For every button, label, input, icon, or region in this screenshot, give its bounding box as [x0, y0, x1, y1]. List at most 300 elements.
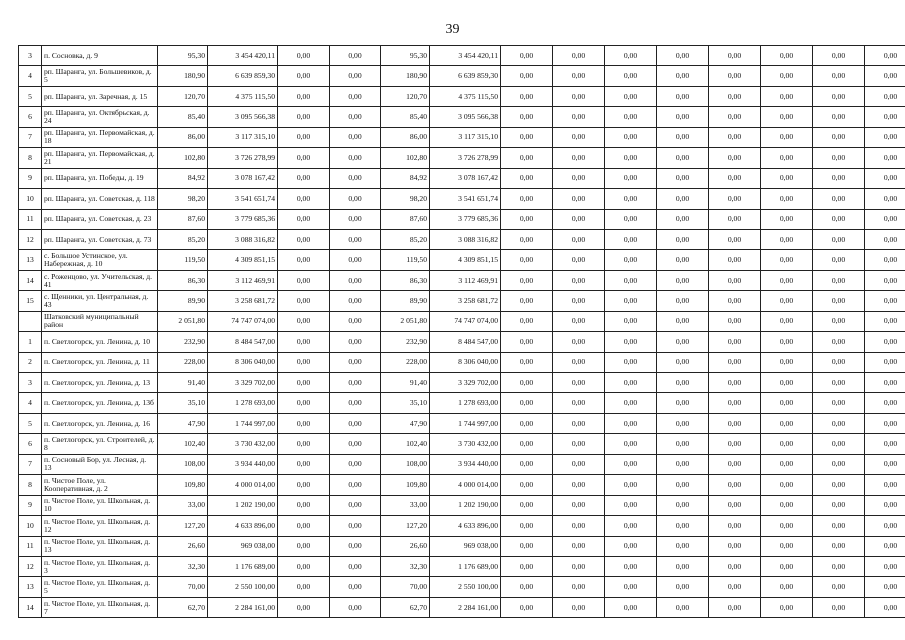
value-cell: 0,00	[501, 107, 553, 127]
value-cell: 0,00	[553, 168, 605, 188]
value-cell: 0,00	[657, 413, 709, 433]
table-row	[19, 332, 905, 352]
area-cell: 87,60	[158, 209, 208, 229]
value-cell: 0,00	[709, 168, 761, 188]
value-cell: 0,00	[865, 516, 905, 536]
area-total-cell: 35,10	[381, 393, 430, 413]
value-cell: 0,00	[330, 556, 381, 576]
value-cell: 0,00	[865, 107, 905, 127]
value-cell: 0,00	[865, 577, 905, 597]
value-cell: 0,00	[657, 495, 709, 515]
address-cell: с. Большое Устинское, ул. Набережная, д. 10	[42, 250, 158, 270]
value-cell: 0,00	[501, 475, 553, 495]
value-cell: 0,00	[501, 434, 553, 454]
value-cell: 0,00	[657, 250, 709, 270]
address-cell: рп. Шаранга, ул. Победы, д. 19	[42, 168, 158, 188]
cost-total-cell: 1 176 689,00	[430, 556, 501, 576]
address-cell: п. Чистое Поле, ул. Школьная, д. 5	[42, 577, 158, 597]
address-cell: п. Сосновка, д. 9	[42, 46, 158, 66]
value-cell: 0,00	[657, 107, 709, 127]
address-cell: п. Светлогорск, ул. Строителей, д. 8	[42, 434, 158, 454]
value-cell: 0,00	[553, 373, 605, 393]
area-cell: 108,00	[158, 454, 208, 474]
value-cell: 0,00	[278, 311, 330, 331]
row-index-cell: 3	[19, 46, 42, 66]
table-row	[19, 373, 905, 393]
value-cell: 0,00	[813, 516, 865, 536]
value-cell: 0,00	[761, 556, 813, 576]
value-cell: 0,00	[657, 209, 709, 229]
row-index-cell: 5	[19, 413, 42, 433]
row-index-cell: 4	[19, 66, 42, 86]
cost-total-cell: 2 550 100,00	[430, 577, 501, 597]
value-cell: 0,00	[501, 413, 553, 433]
value-cell: 0,00	[761, 475, 813, 495]
value-cell: 0,00	[813, 393, 865, 413]
address-cell: п. Чистое Поле, ул. Школьная, д. 7	[42, 597, 158, 617]
value-cell: 0,00	[657, 536, 709, 556]
value-cell: 0,00	[865, 454, 905, 474]
cost-total-cell: 3 779 685,36	[430, 209, 501, 229]
area-total-cell: 228,00	[381, 352, 430, 372]
cost-total-cell: 1 278 693,00	[430, 393, 501, 413]
value-cell: 0,00	[709, 577, 761, 597]
value-cell: 0,00	[657, 373, 709, 393]
cost-cell: 3 454 420,11	[208, 46, 278, 66]
value-cell: 0,00	[657, 597, 709, 617]
value-cell: 0,00	[605, 332, 657, 352]
cost-cell: 2 550 100,00	[208, 577, 278, 597]
area-cell: 109,80	[158, 475, 208, 495]
row-index-cell: 6	[19, 434, 42, 454]
area-total-cell: 2 051,80	[381, 311, 430, 331]
value-cell: 0,00	[330, 250, 381, 270]
cost-cell: 1 278 693,00	[208, 393, 278, 413]
value-cell: 0,00	[278, 229, 330, 249]
value-cell: 0,00	[605, 352, 657, 372]
value-cell: 0,00	[709, 475, 761, 495]
value-cell: 0,00	[865, 189, 905, 209]
table-row	[19, 393, 905, 413]
value-cell: 0,00	[553, 332, 605, 352]
row-index-cell: 5	[19, 86, 42, 106]
value-cell: 0,00	[813, 189, 865, 209]
value-cell: 0,00	[709, 127, 761, 147]
area-cell: 89,90	[158, 291, 208, 311]
value-cell: 0,00	[657, 393, 709, 413]
cost-total-cell: 3 078 167,42	[430, 168, 501, 188]
table-row	[19, 577, 905, 597]
value-cell: 0,00	[813, 229, 865, 249]
value-cell: 0,00	[605, 495, 657, 515]
value-cell: 0,00	[761, 577, 813, 597]
area-cell: 33,00	[158, 495, 208, 515]
value-cell: 0,00	[278, 413, 330, 433]
address-cell: п. Светлогорск, ул. Ленина, д. 13	[42, 373, 158, 393]
cost-total-cell: 3 726 278,99	[430, 148, 501, 168]
value-cell: 0,00	[553, 189, 605, 209]
area-cell: 119,50	[158, 250, 208, 270]
value-cell: 0,00	[553, 229, 605, 249]
value-cell: 0,00	[657, 46, 709, 66]
row-index-cell: 8	[19, 148, 42, 168]
value-cell: 0,00	[501, 148, 553, 168]
value-cell: 0,00	[501, 46, 553, 66]
value-cell: 0,00	[761, 597, 813, 617]
area-total-cell: 119,50	[381, 250, 430, 270]
address-cell: п. Сосновый Бор, ул. Лесная, д. 13	[42, 454, 158, 474]
area-total-cell: 33,00	[381, 495, 430, 515]
value-cell: 0,00	[761, 413, 813, 433]
area-total-cell: 32,30	[381, 556, 430, 576]
value-cell: 0,00	[657, 454, 709, 474]
value-cell: 0,00	[605, 168, 657, 188]
value-cell: 0,00	[865, 311, 905, 331]
value-cell: 0,00	[813, 127, 865, 147]
cost-total-cell: 2 284 161,00	[430, 597, 501, 617]
value-cell: 0,00	[657, 475, 709, 495]
row-index-cell: 14	[19, 597, 42, 617]
value-cell: 0,00	[761, 332, 813, 352]
area-cell: 35,10	[158, 393, 208, 413]
value-cell: 0,00	[761, 311, 813, 331]
address-cell: рп. Шаранга, ул. Советская, д. 73	[42, 229, 158, 249]
table-row	[19, 597, 905, 617]
value-cell: 0,00	[501, 209, 553, 229]
cost-cell: 1 744 997,00	[208, 413, 278, 433]
value-cell: 0,00	[813, 86, 865, 106]
value-cell: 0,00	[865, 127, 905, 147]
value-cell: 0,00	[865, 352, 905, 372]
table-row	[19, 107, 905, 127]
cost-total-cell: 4 000 014,00	[430, 475, 501, 495]
area-total-cell: 86,30	[381, 270, 430, 290]
value-cell: 0,00	[501, 556, 553, 576]
value-cell: 0,00	[813, 66, 865, 86]
area-total-cell: 47,90	[381, 413, 430, 433]
area-cell: 91,40	[158, 373, 208, 393]
row-index-cell: 2	[19, 352, 42, 372]
area-total-cell: 89,90	[381, 291, 430, 311]
value-cell: 0,00	[813, 209, 865, 229]
value-cell: 0,00	[553, 413, 605, 433]
value-cell: 0,00	[553, 434, 605, 454]
value-cell: 0,00	[813, 597, 865, 617]
value-cell: 0,00	[709, 86, 761, 106]
cost-cell: 3 112 469,91	[208, 270, 278, 290]
area-cell: 85,40	[158, 107, 208, 127]
row-index-cell: 15	[19, 291, 42, 311]
table-row	[19, 86, 905, 106]
value-cell: 0,00	[553, 352, 605, 372]
value-cell: 0,00	[278, 577, 330, 597]
cost-total-cell: 6 639 859,30	[430, 66, 501, 86]
value-cell: 0,00	[330, 86, 381, 106]
value-cell: 0,00	[330, 107, 381, 127]
value-cell: 0,00	[761, 107, 813, 127]
area-cell: 47,90	[158, 413, 208, 433]
cost-cell: 4 375 115,50	[208, 86, 278, 106]
value-cell: 0,00	[709, 270, 761, 290]
table-body	[19, 46, 905, 618]
address-cell: п. Чистое Поле, ул. Кооперативная, д. 2	[42, 475, 158, 495]
value-cell: 0,00	[761, 495, 813, 515]
row-index-cell: 9	[19, 168, 42, 188]
table-row	[19, 454, 905, 474]
cost-total-cell: 3 258 681,72	[430, 291, 501, 311]
value-cell: 0,00	[553, 46, 605, 66]
cost-total-cell: 4 309 851,15	[430, 250, 501, 270]
value-cell: 0,00	[501, 373, 553, 393]
area-total-cell: 91,40	[381, 373, 430, 393]
value-cell: 0,00	[553, 291, 605, 311]
row-index-cell: 12	[19, 229, 42, 249]
value-cell: 0,00	[278, 475, 330, 495]
area-total-cell: 26,60	[381, 536, 430, 556]
area-cell: 86,00	[158, 127, 208, 147]
area-total-cell: 86,00	[381, 127, 430, 147]
address-cell: рп. Шаранга, ул. Первомайская, д. 18	[42, 127, 158, 147]
value-cell: 0,00	[865, 270, 905, 290]
value-cell: 0,00	[709, 393, 761, 413]
value-cell: 0,00	[813, 311, 865, 331]
area-total-cell: 180,90	[381, 66, 430, 86]
value-cell: 0,00	[501, 577, 553, 597]
value-cell: 0,00	[813, 46, 865, 66]
value-cell: 0,00	[865, 373, 905, 393]
cost-cell: 3 088 316,82	[208, 229, 278, 249]
value-cell: 0,00	[330, 577, 381, 597]
value-cell: 0,00	[865, 413, 905, 433]
value-cell: 0,00	[605, 536, 657, 556]
value-cell: 0,00	[278, 495, 330, 515]
value-cell: 0,00	[761, 209, 813, 229]
value-cell: 0,00	[709, 148, 761, 168]
value-cell: 0,00	[278, 536, 330, 556]
value-cell: 0,00	[501, 536, 553, 556]
value-cell: 0,00	[813, 291, 865, 311]
value-cell: 0,00	[330, 536, 381, 556]
value-cell: 0,00	[865, 556, 905, 576]
row-index-cell: 8	[19, 475, 42, 495]
value-cell: 0,00	[553, 107, 605, 127]
area-total-cell: 109,80	[381, 475, 430, 495]
address-cell: рп. Шаранга, ул. Большевиков, д. 5	[42, 66, 158, 86]
table-row	[19, 250, 905, 270]
value-cell: 0,00	[657, 168, 709, 188]
value-cell: 0,00	[501, 250, 553, 270]
row-index-cell: 1	[19, 332, 42, 352]
table-row	[19, 291, 905, 311]
value-cell: 0,00	[553, 86, 605, 106]
value-cell: 0,00	[605, 291, 657, 311]
value-cell: 0,00	[278, 393, 330, 413]
value-cell: 0,00	[501, 66, 553, 86]
value-cell: 0,00	[709, 556, 761, 576]
value-cell: 0,00	[709, 46, 761, 66]
cost-cell: 3 095 566,38	[208, 107, 278, 127]
value-cell: 0,00	[657, 291, 709, 311]
register-table	[18, 45, 905, 618]
table-row	[19, 229, 905, 249]
address-cell: рп. Шаранга, ул. Заречная, д. 15	[42, 86, 158, 106]
value-cell: 0,00	[278, 270, 330, 290]
value-cell: 0,00	[709, 229, 761, 249]
value-cell: 0,00	[813, 250, 865, 270]
cost-total-cell: 4 633 896,00	[430, 516, 501, 536]
table-row	[19, 516, 905, 536]
table-row	[19, 475, 905, 495]
table-row	[19, 495, 905, 515]
area-total-cell: 120,70	[381, 86, 430, 106]
value-cell: 0,00	[709, 189, 761, 209]
value-cell: 0,00	[865, 148, 905, 168]
value-cell: 0,00	[657, 127, 709, 147]
value-cell: 0,00	[761, 168, 813, 188]
area-total-cell: 102,80	[381, 148, 430, 168]
cost-cell: 3 541 651,74	[208, 189, 278, 209]
value-cell: 0,00	[865, 475, 905, 495]
table-row	[19, 168, 905, 188]
cost-cell: 6 639 859,30	[208, 66, 278, 86]
value-cell: 0,00	[501, 86, 553, 106]
value-cell: 0,00	[657, 516, 709, 536]
row-index-cell: 7	[19, 454, 42, 474]
value-cell: 0,00	[605, 107, 657, 127]
value-cell: 0,00	[709, 311, 761, 331]
value-cell: 0,00	[813, 536, 865, 556]
value-cell: 0,00	[553, 577, 605, 597]
area-cell: 2 051,80	[158, 311, 208, 331]
cost-total-cell: 3 541 651,74	[430, 189, 501, 209]
cost-total-cell: 3 088 316,82	[430, 229, 501, 249]
value-cell: 0,00	[709, 516, 761, 536]
table-row	[19, 434, 905, 454]
value-cell: 0,00	[330, 352, 381, 372]
address-cell: п. Светлогорск, ул. Ленина, д. 10	[42, 332, 158, 352]
row-index-cell: 11	[19, 536, 42, 556]
value-cell: 0,00	[813, 434, 865, 454]
row-index-cell: 12	[19, 556, 42, 576]
value-cell: 0,00	[501, 189, 553, 209]
value-cell: 0,00	[605, 229, 657, 249]
area-total-cell: 232,90	[381, 332, 430, 352]
value-cell: 0,00	[553, 311, 605, 331]
area-total-cell: 62,70	[381, 597, 430, 617]
value-cell: 0,00	[605, 46, 657, 66]
cost-cell: 1 202 190,00	[208, 495, 278, 515]
value-cell: 0,00	[709, 536, 761, 556]
value-cell: 0,00	[761, 373, 813, 393]
cost-total-cell: 3 117 315,10	[430, 127, 501, 147]
table-row	[19, 127, 905, 147]
value-cell: 0,00	[657, 352, 709, 372]
value-cell: 0,00	[330, 148, 381, 168]
area-total-cell: 95,30	[381, 46, 430, 66]
value-cell: 0,00	[278, 250, 330, 270]
cost-cell: 3 934 440,00	[208, 454, 278, 474]
area-cell: 232,90	[158, 332, 208, 352]
value-cell: 0,00	[330, 413, 381, 433]
area-cell: 62,70	[158, 597, 208, 617]
value-cell: 0,00	[605, 454, 657, 474]
value-cell: 0,00	[605, 373, 657, 393]
value-cell: 0,00	[709, 291, 761, 311]
value-cell: 0,00	[813, 107, 865, 127]
value-cell: 0,00	[553, 66, 605, 86]
address-cell: п. Чистое Поле, ул. Школьная, д. 10	[42, 495, 158, 515]
value-cell: 0,00	[865, 597, 905, 617]
area-total-cell: 85,20	[381, 229, 430, 249]
cost-total-cell: 3 454 420,11	[430, 46, 501, 66]
value-cell: 0,00	[761, 86, 813, 106]
value-cell: 0,00	[553, 127, 605, 147]
cost-cell: 3 726 278,99	[208, 148, 278, 168]
table-row	[19, 536, 905, 556]
value-cell: 0,00	[865, 66, 905, 86]
value-cell: 0,00	[501, 454, 553, 474]
area-cell: 102,80	[158, 148, 208, 168]
value-cell: 0,00	[813, 270, 865, 290]
value-cell: 0,00	[813, 413, 865, 433]
address-cell: п. Чистое Поле, ул. Школьная, д. 13	[42, 536, 158, 556]
value-cell: 0,00	[278, 332, 330, 352]
value-cell: 0,00	[330, 46, 381, 66]
row-index-cell: 13	[19, 577, 42, 597]
value-cell: 0,00	[605, 413, 657, 433]
value-cell: 0,00	[605, 556, 657, 576]
value-cell: 0,00	[553, 250, 605, 270]
cost-total-cell: 3 934 440,00	[430, 454, 501, 474]
value-cell: 0,00	[278, 516, 330, 536]
table-row	[19, 556, 905, 576]
address-cell: п. Светлогорск, ул. Ленина, д. 11	[42, 352, 158, 372]
value-cell: 0,00	[330, 311, 381, 331]
value-cell: 0,00	[330, 209, 381, 229]
area-total-cell: 85,40	[381, 107, 430, 127]
value-cell: 0,00	[501, 516, 553, 536]
value-cell: 0,00	[865, 209, 905, 229]
value-cell: 0,00	[657, 86, 709, 106]
cost-total-cell: 3 329 702,00	[430, 373, 501, 393]
value-cell: 0,00	[813, 454, 865, 474]
row-index-cell: 10	[19, 189, 42, 209]
value-cell: 0,00	[605, 475, 657, 495]
value-cell: 0,00	[657, 66, 709, 86]
value-cell: 0,00	[865, 393, 905, 413]
cost-total-cell: 1 744 997,00	[430, 413, 501, 433]
value-cell: 0,00	[278, 597, 330, 617]
value-cell: 0,00	[278, 107, 330, 127]
area-total-cell: 102,40	[381, 434, 430, 454]
row-index-cell: 13	[19, 250, 42, 270]
value-cell: 0,00	[865, 291, 905, 311]
value-cell: 0,00	[709, 597, 761, 617]
value-cell: 0,00	[709, 434, 761, 454]
cost-total-cell: 969 038,00	[430, 536, 501, 556]
value-cell: 0,00	[709, 66, 761, 86]
row-index-cell: 3	[19, 373, 42, 393]
value-cell: 0,00	[605, 597, 657, 617]
address-cell: рп. Шаранга, ул. Советская, д. 118	[42, 189, 158, 209]
table-row	[19, 413, 905, 433]
address-cell: рп. Шаранга, ул. Октябрьская, д. 24	[42, 107, 158, 127]
area-total-cell: 87,60	[381, 209, 430, 229]
value-cell: 0,00	[278, 209, 330, 229]
value-cell: 0,00	[330, 393, 381, 413]
value-cell: 0,00	[761, 189, 813, 209]
cost-total-cell: 74 747 074,00	[430, 311, 501, 331]
